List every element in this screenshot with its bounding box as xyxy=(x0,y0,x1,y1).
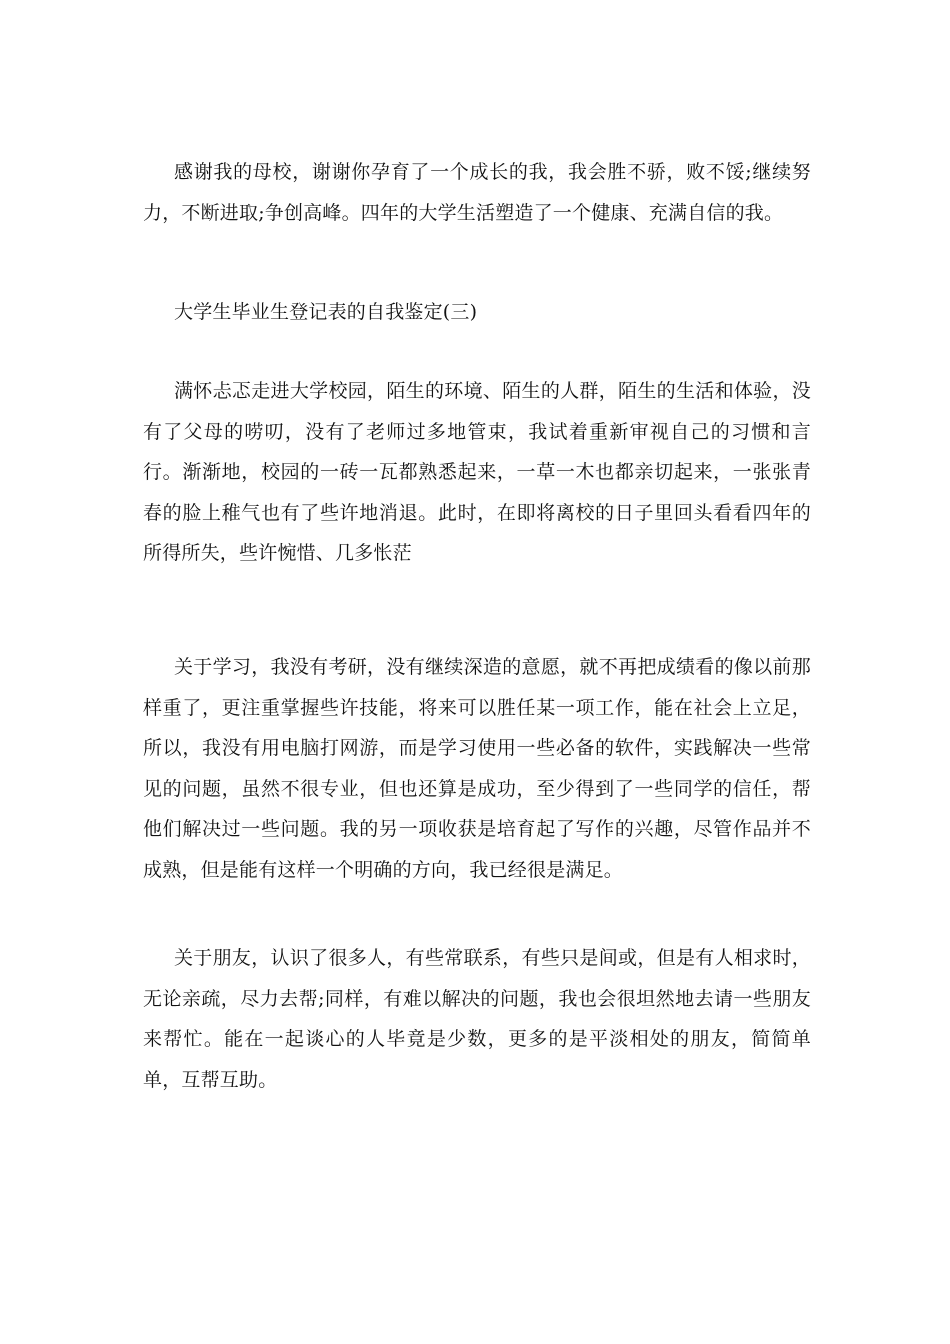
section-heading: 大学生毕业生登记表的自我鉴定(三) xyxy=(174,301,478,323)
paragraph-study: 关于学习，我没有考研，没有继续深造的意愿，就不再把成绩看的像以前那样重了，更注重掌握些许技能，将来可以胜任某一项工作，能在社会上立足，所以，我没有用电脑打网游，而是学习使用一些必备的软件，实践解决一些常见的问题，虽然不很专业，但也还算是成功，至少得到了一些同学的信任，帮他们解决过一些问题。我的另一项收获是培育起了写作的兴趣，尽管作品并不成熟，但是能有这样一个明确的方向，我已经很是满足。 xyxy=(143,656,811,881)
paragraph-campus-life: 满怀忐忑走进大学校园，陌生的环境、陌生的人群，陌生的生活和体验，没有了父母的唠叨，没有了老师过多地管束，我试着重新审视自己的习惯和言行。渐渐地，校园的一砖一瓦都熟悉起来，一草一木也都亲切起来，一张张青春的脸上稚气也有了些许地消退。此时，在即将离校的日子里回头看看四年的所得所失，些许惋惜、几多怅茫 xyxy=(143,380,811,564)
paragraph-friends: 关于朋友，认识了很多人，有些常联系，有些只是间或，但是有人相求时，无论亲疏，尽力去帮;同样，有难以解决的问题，我也会很坦然地去请一些朋友来帮忙。能在一起谈心的人毕竟是少数，更多的是平淡相处的朋友，简简单单，互帮互助。 xyxy=(143,947,811,1091)
paragraph-gratitude: 感谢我的母校，谢谢你孕育了一个成长的我，我会胜不骄，败不馁;继续努力，不断进取;争创高峰。四年的大学生活塑造了一个健康、充满自信的我。 xyxy=(143,161,811,224)
